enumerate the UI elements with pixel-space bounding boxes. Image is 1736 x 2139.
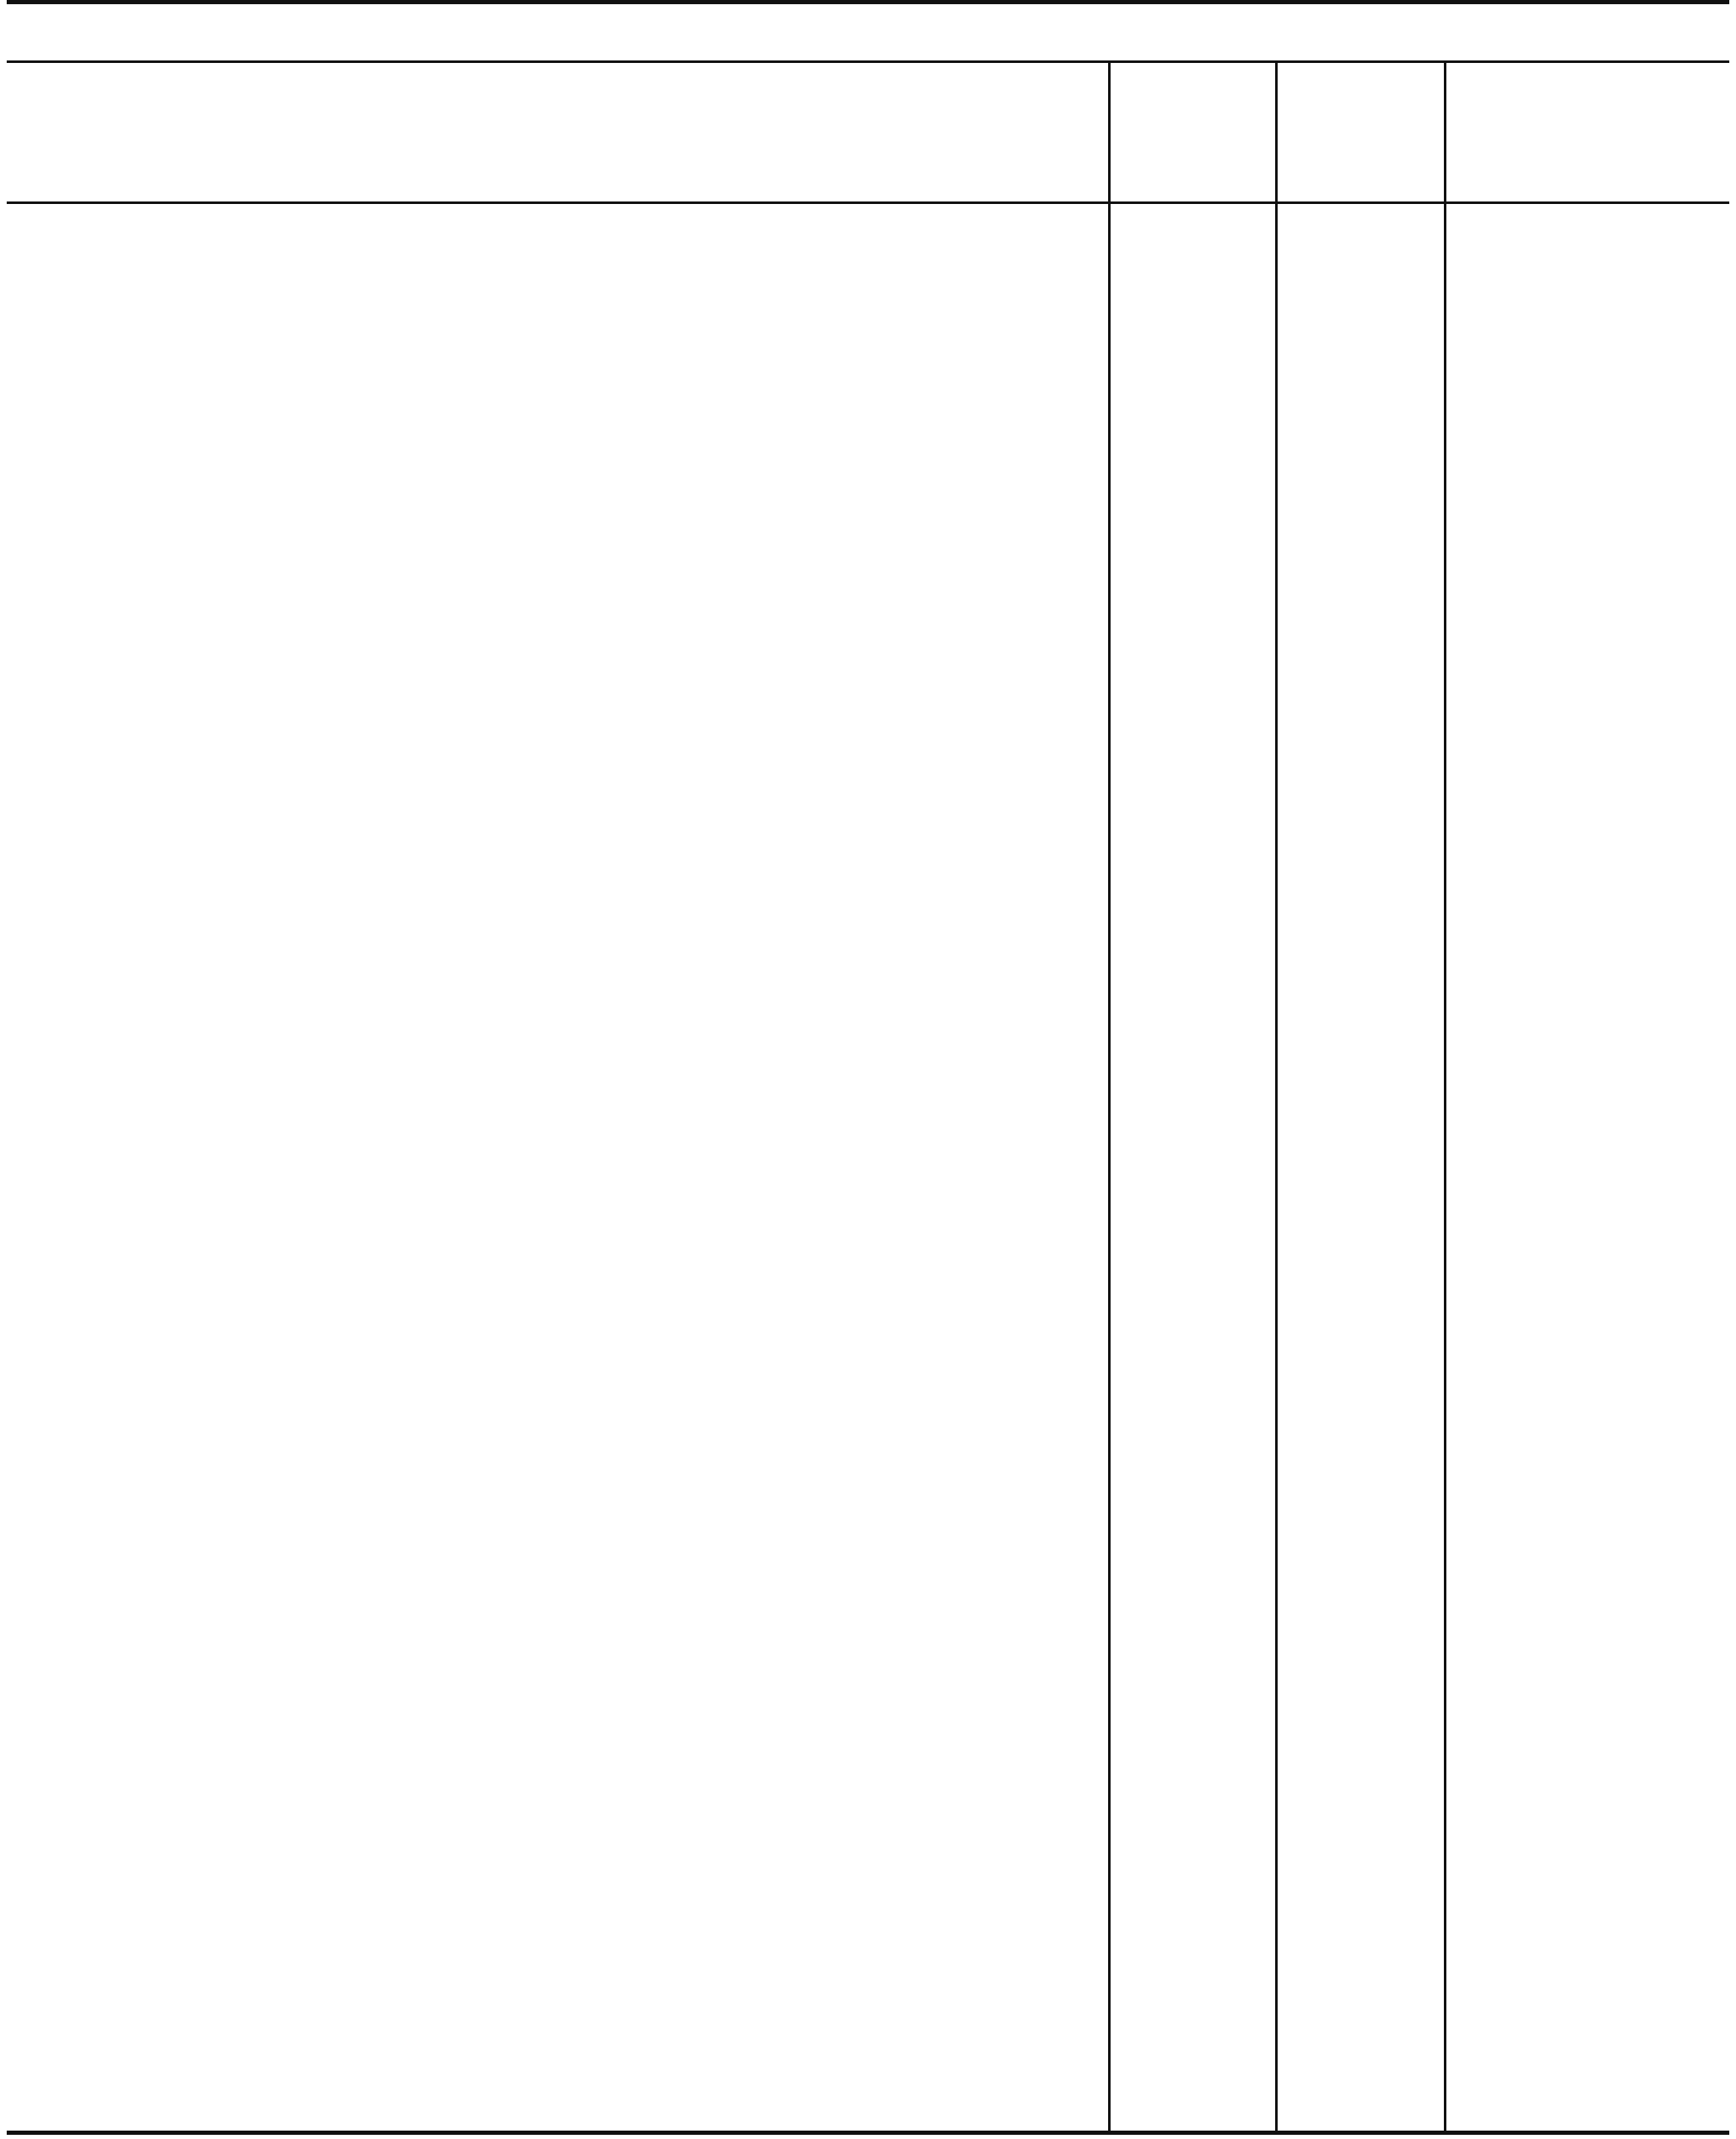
top-rule [7, 0, 1729, 4]
divider-pct [1444, 60, 1446, 2132]
bottom-rule [7, 2131, 1729, 2135]
header-rule [7, 201, 1729, 204]
divider-final [1275, 60, 1278, 2132]
table-title [0, 8, 1736, 60]
title-rule [7, 60, 1729, 63]
divider-budget [1108, 60, 1111, 2132]
